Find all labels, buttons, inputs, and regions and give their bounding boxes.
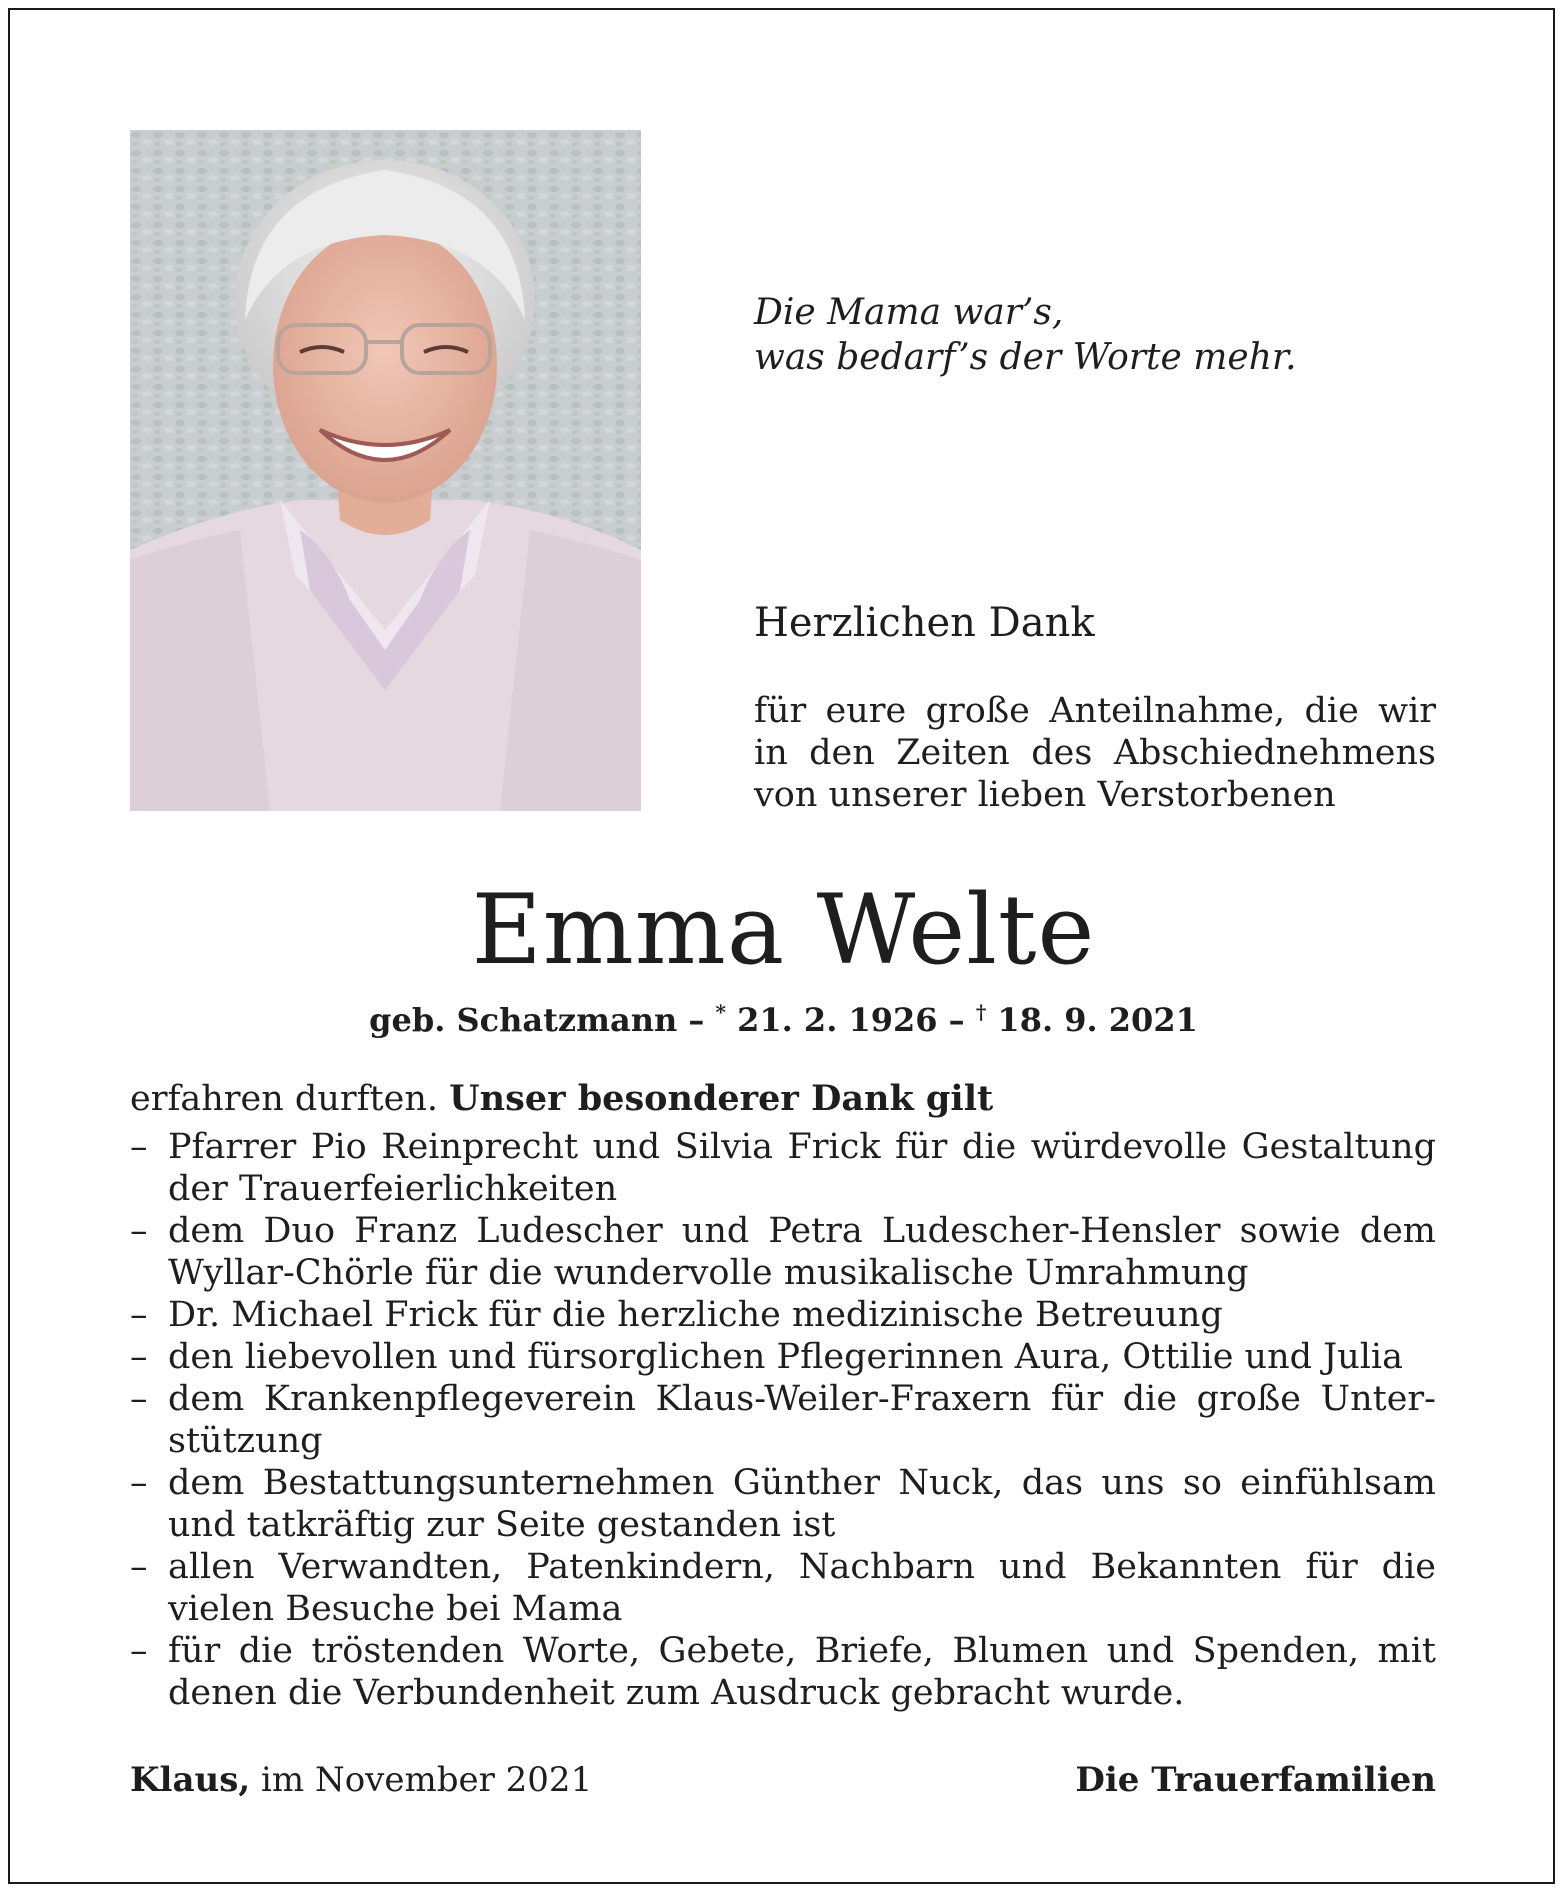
- list-item: – dem Duo Franz Ludescher und Petra Ludescher-Hensler sowie dem Wyllar-Chörle für die wundervolle musikalische Umrahmung: [130, 1210, 1436, 1294]
- list-item: – für die tröstenden Worte, Gebete, Briefe, Blumen und Spenden, mit denen die Verbundenheit zum Ausdruck gebracht wurde.: [130, 1630, 1436, 1714]
- quote-line-2: was bedarf’s der Worte mehr.: [754, 337, 1297, 378]
- life-dates: [0, 1000, 1567, 1039]
- list-item: – dem Krankenpflegeverein Klaus-Weiler-Fraxern für die große Unter-stützung: [130, 1378, 1436, 1462]
- born-symbol: *: [715, 1000, 726, 1024]
- separator-1: –: [688, 1001, 705, 1039]
- died-symbol: †: [975, 1000, 987, 1024]
- thanks-title: Herzlichen Dank: [754, 600, 1095, 646]
- lead-text: erfahren durften.: [130, 1079, 438, 1119]
- deceased-name: Emma Welte: [471, 874, 1096, 986]
- portrait-photo: [130, 130, 641, 811]
- place-date: [130, 1760, 592, 1800]
- place: Klaus,: [130, 1760, 251, 1800]
- list-item: – Dr. Michael Frick für die herzliche medizinische Betreuung: [130, 1294, 1436, 1336]
- thanks-list: [130, 1126, 1436, 1714]
- quote: [754, 290, 1297, 380]
- list-item: – dem Bestattungsunternehmen Günther Nuck, das uns so einfühlsam und tatkräftig zur Seite gestanden ist: [130, 1462, 1436, 1546]
- list-item: – Pfarrer Pio Reinprecht und Silvia Frick für die würdevolle Gestaltung der Trauerfeierlichkeiten: [130, 1126, 1436, 1210]
- birth-name: geb. Schatzmann: [369, 1001, 678, 1039]
- died-date: 18. 9. 2021: [997, 1001, 1198, 1039]
- body-lead: [130, 1078, 993, 1119]
- lead-bold: Unser besonderer Dank gilt: [449, 1078, 994, 1119]
- thanks-intro: für eure große Anteilnahme, die wir in den Zeiten des Abschiednehmens von unserer lieben Verstorbenen: [754, 691, 1436, 815]
- date: im November 2021: [261, 1760, 593, 1800]
- list-item: – allen Verwandten, Patenkindern, Nachbarn und Bekannten für die vielen Besuche bei Mama: [130, 1546, 1436, 1630]
- signature: Die Trauerfamilien: [1075, 1760, 1436, 1800]
- born-date: 21. 2. 1926: [737, 1001, 938, 1039]
- separator-2: –: [948, 1001, 965, 1039]
- quote-line-1: Die Mama war’s,: [754, 292, 1064, 333]
- list-item: – den liebevollen und fürsorglichen Pflegerinnen Aura, Ottilie und Julia: [130, 1336, 1436, 1378]
